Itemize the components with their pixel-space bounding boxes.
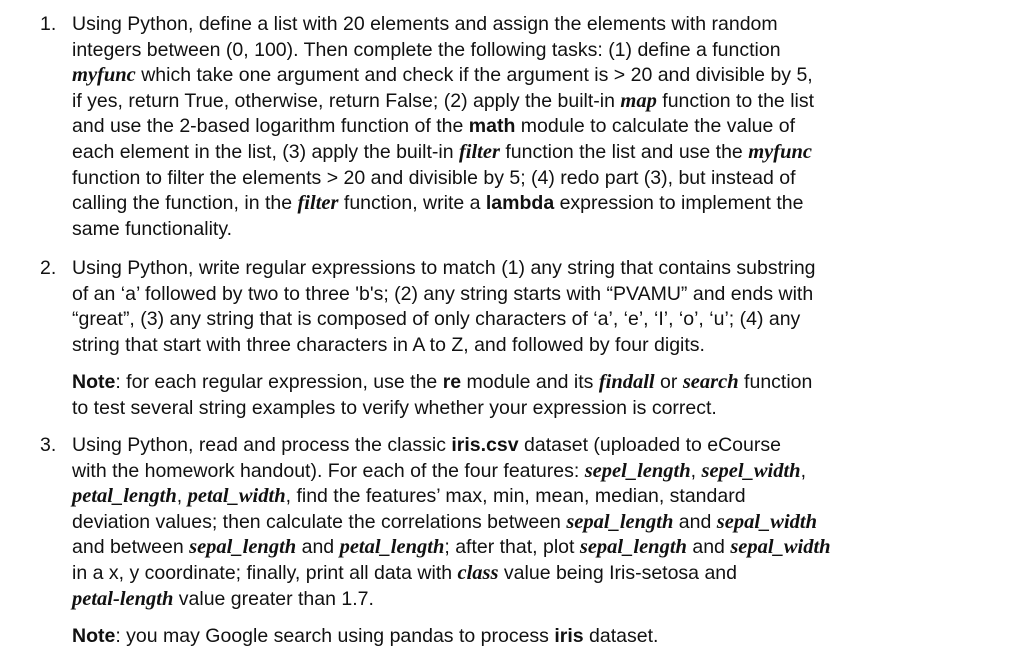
text-run: value being Iris-setosa and	[498, 561, 737, 584]
text-run: calling the function, in the	[72, 192, 298, 215]
text-run: module and its	[461, 371, 599, 393]
code-term: petal_length	[339, 536, 445, 559]
text-run: Using Python, define a list with 20 elements and assign the elements with random	[72, 13, 778, 35]
text-run: dataset.	[583, 625, 659, 647]
text-run: dataset (uploaded to eCourse	[518, 434, 781, 456]
text-line	[72, 12, 920, 38]
question-2	[40, 256, 920, 358]
text-run: and use the 2-based logarithm function of the	[72, 115, 469, 138]
question-text	[72, 12, 920, 242]
text-line	[72, 510, 920, 536]
bold-term: lambda	[485, 192, 555, 215]
text-line	[72, 561, 920, 587]
code-term: petal_width	[187, 485, 286, 508]
text-line	[72, 587, 920, 613]
text-line	[72, 38, 920, 64]
code-term: petal_length	[72, 485, 177, 508]
code-term: petal-length	[72, 587, 174, 610]
code-term: filter	[297, 192, 339, 215]
text-line	[72, 370, 932, 396]
text-line	[72, 256, 920, 282]
text-run: ,	[690, 459, 702, 482]
question-number: 2.	[40, 257, 57, 279]
code-term: filter	[458, 140, 500, 163]
text-run: function, write a	[338, 192, 486, 215]
text-run: function to the list	[656, 89, 815, 112]
text-run: , find the features’ max, min, mean, median, standard	[285, 485, 746, 508]
text-run: ; after that, plot	[444, 536, 580, 559]
code-term: sepal_width	[730, 536, 831, 559]
bold-term: Note	[72, 625, 116, 647]
bold-term: math	[468, 115, 516, 138]
question-text	[72, 433, 920, 612]
code-term: sepel_width	[701, 459, 801, 482]
text-line	[72, 63, 920, 89]
text-line	[72, 140, 920, 166]
text-run: string that start with three characters in A to Z, and followed by four digits.	[72, 333, 705, 356]
text-line	[72, 484, 920, 510]
code-term: myfunc	[72, 64, 136, 87]
text-line	[72, 433, 920, 459]
text-line	[72, 459, 920, 485]
question-text	[72, 256, 920, 358]
question-2-note	[72, 370, 932, 421]
text-run: which take one argument and check if the argument is > 20 and divisible by 5,	[135, 64, 813, 87]
text-run: each element in the list, (3) apply the built-in	[72, 140, 459, 163]
bold-term: re	[442, 371, 462, 393]
text-run: same functionality.	[72, 217, 233, 240]
code-term: sepal_length	[189, 536, 297, 559]
text-line	[72, 535, 920, 561]
text-run: function the list and use the	[499, 140, 749, 163]
text-run: and	[686, 536, 731, 559]
text-run: Using Python, write regular expressions to match (1) any string that contains substring	[72, 257, 816, 279]
text-line	[72, 396, 932, 422]
text-line	[72, 89, 920, 115]
text-run: integers between (0, 100). Then complete the following tasks: (1) define a function	[72, 38, 781, 61]
code-term: sepel_length	[584, 459, 691, 482]
text-line	[72, 624, 932, 650]
question-3	[40, 433, 920, 612]
question-3-note	[72, 624, 932, 650]
text-run: with the homework handout). For each of the four features:	[72, 459, 585, 482]
text-run: ,	[800, 459, 806, 482]
code-term: myfunc	[748, 140, 812, 163]
text-line	[72, 166, 920, 192]
text-run: or	[654, 371, 683, 393]
code-term: findall	[598, 371, 655, 393]
code-term: map	[620, 89, 657, 112]
code-term: sepal_length	[579, 536, 687, 559]
code-term: class	[457, 561, 499, 584]
text-line	[72, 282, 920, 308]
text-run: module to calculate the value of	[515, 115, 796, 138]
question-1	[40, 12, 920, 242]
bold-term: iris.csv	[451, 434, 519, 456]
text-run: : you may Google search using pandas to process	[115, 625, 555, 647]
text-line	[72, 114, 920, 140]
bold-term: Note	[72, 371, 116, 393]
text-run: function to filter the elements > 20 and divisible by 5; (4) redo part (3), but instead of	[72, 166, 796, 189]
text-run: Using Python, read and process the classic	[72, 434, 452, 456]
text-run: deviation values; then calculate the correlations between	[72, 510, 567, 533]
text-line	[72, 307, 920, 333]
text-run: if yes, return True, otherwise, return False; (2) apply the built-in	[72, 89, 621, 112]
text-run: and between	[72, 536, 190, 559]
text-run: in a x, y coordinate; finally, print all data with	[72, 561, 458, 584]
text-run: function	[738, 371, 813, 393]
question-number: 1.	[40, 13, 57, 35]
text-run: of an ‘a’ followed by two to three 'b's; (2) any string starts with “PVAMU” and ends with	[72, 282, 814, 305]
text-run: “great”, (3) any string that is composed of only characters of ‘a’, ‘e’, ‘I’, ‘o’, ‘u’; (4) any	[72, 308, 801, 331]
code-term: search	[682, 371, 739, 393]
text-run: ,	[176, 485, 188, 508]
bold-term: iris	[554, 625, 584, 647]
text-run: and	[296, 536, 340, 559]
text-line	[72, 191, 920, 217]
text-run: : for each regular expression, use the	[115, 371, 443, 393]
text-run: and	[673, 510, 717, 533]
text-run: value greater than 1.7.	[173, 587, 374, 610]
text-run: expression to implement the	[554, 192, 804, 215]
text-run: to test several string examples to verify whether your expression is correct.	[72, 396, 717, 419]
code-term: sepal_width	[716, 510, 818, 533]
text-line	[72, 217, 920, 243]
text-line	[72, 333, 920, 359]
question-number: 3.	[40, 434, 57, 456]
code-term: sepal_length	[566, 510, 674, 533]
